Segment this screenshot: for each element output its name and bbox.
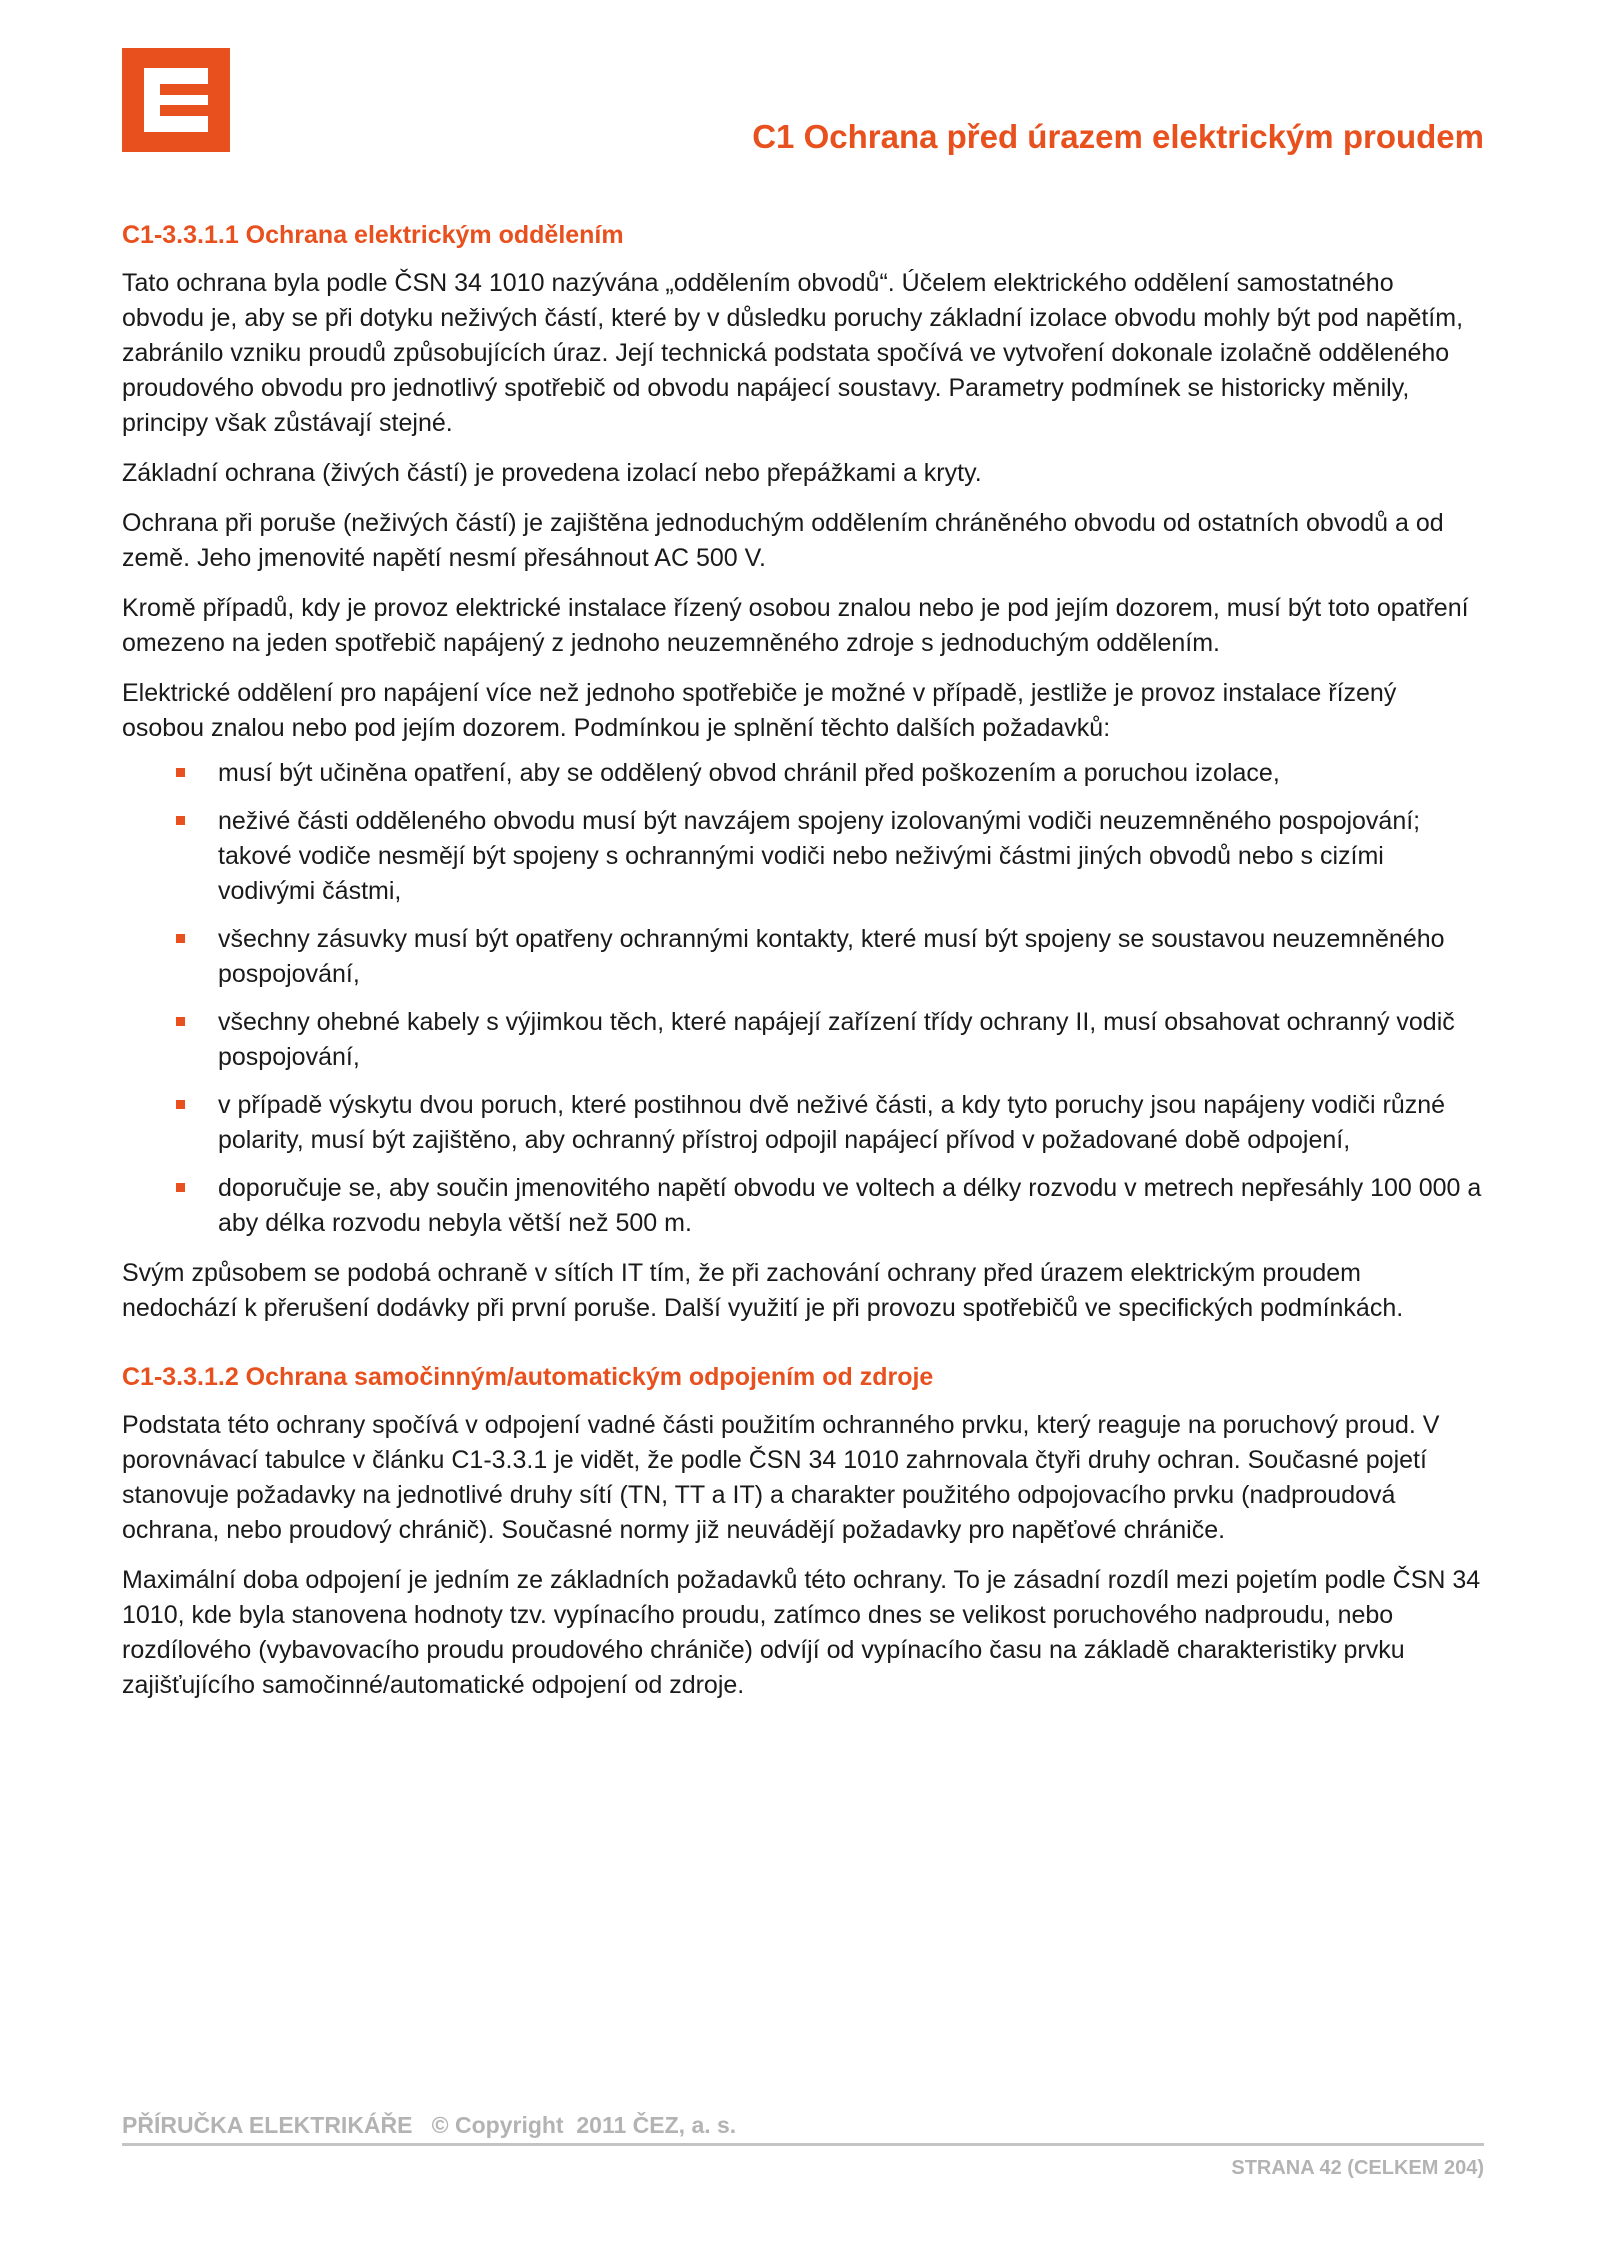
document-title: C1 Ochrana před úrazem elektrickým proudem <box>752 118 1484 155</box>
footer-divider <box>122 2143 1484 2146</box>
list-item: všechny ohebné kabely s výjimkou těch, které napájejí zařízení třídy ochrany II, musí obsahovat ochranný vodič pospojování, <box>122 1005 1482 1075</box>
bullet-square-icon <box>176 1017 185 1026</box>
bullet-square-icon <box>176 1100 185 1109</box>
page-content <box>122 218 1482 1718</box>
paragraph: Základní ochrana (živých částí) je provedena izolací nebo přepážkami a kryty. <box>122 459 982 487</box>
bullet-square-icon <box>176 768 185 777</box>
paragraph: Maximální doba odpojení je jedním ze základních požadavků této ochrany. To je zásadní rozdíl mezi pojetím podle ČSN 34 1010, kde byla stanovena hodnoty tzv. vypínacího proudu, zatímco dnes se velikost poruchového nadproudu, nebo rozdílového (vybavovacího proudu proudového chrániče) odvíjí od vypínacího času na základě charakteristiky prvku zajišťujícího samočinné/automatické odpojení od zdroje. <box>122 1566 1481 1699</box>
bullet-square-icon <box>176 816 185 825</box>
list-item: neživé části odděleného obvodu musí být navzájem spojeny izolovanými vodiči neuzemněného pospojování; takové vodiče nesmějí být spojeny s ochrannými vodiči nebo neživými částmi jiných obvodů nebo s cizími vodivými částmi, <box>122 804 1482 909</box>
paragraph: Kromě případů, kdy je provoz elektrické instalace řízený osobou znalou nebo je pod jejím dozorem, musí být toto opatření omezeno na jeden spotřebič napájený z jednoho neuzemněného zdroje s jednoduchým oddělením. <box>122 594 1469 657</box>
paragraph: Tato ochrana byla podle ČSN 34 1010 nazývána „oddělením obvodů“. Účelem elektrického oddělení samostatného obvodu je, aby se při dotyku neživých částí, které by v důsledku poruchy základní izolace obvodu mohly být pod napětím, zabránilo vzniku proudů způsobujících úraz. Její technická podstata spočívá ve vytvoření dokonale izolačně odděleného proudového obvodu pro jednotlivý spotřebič od obvodu napájecí soustavy. Parametry podmínek se historicky měnily, principy však zůstávají stejné. <box>122 269 1464 437</box>
paragraph: Podstata této ochrany spočívá v odpojení vadné části použitím ochranného prvku, který reaguje na poruchový proud. V porovnávací tabulce v článku C1-3.3.1 je vidět, že podle ČSN 34 1010 zahrnovala čtyři druhy ochran. Současné pojetí stanovuje požadavky na jednotlivé druhy sítí (TN, TT a IT) a charakter použitého odpojovacího prvku (nadproudová ochrana, nebo proudový chránič). Současné normy již neuvádějí požadavky pro napěťové chrániče. <box>122 1411 1440 1544</box>
requirements-list <box>122 756 1482 1241</box>
section-heading-1: C1-3.3.1.1 Ochrana elektrickým oddělením <box>122 221 624 249</box>
bullet-square-icon <box>176 1183 185 1192</box>
page-number: STRANA 42 (CELKEM 204) <box>1231 2157 1484 2179</box>
paragraph: Svým způsobem se podobá ochraně v sítích IT tím, že při zachování ochrany před úrazem elektrickým proudem nedochází k přerušení dodávky při první poruše. Další využití je při provozu spotřebičů ve specifických podmínkách. <box>122 1259 1404 1322</box>
list-item: všechny zásuvky musí být opatřeny ochrannými kontakty, které musí být spojeny se soustavou neuzemněného pospojování, <box>122 922 1482 992</box>
list-item: v případě výskytu dvou poruch, které postihnou dvě neživé části, a kdy tyto poruchy jsou napájeny vodiči různé polarity, musí být zajištěno, aby ochranný přístroj odpojil napájecí přívod v požadované době odpojení, <box>122 1088 1482 1158</box>
list-item: doporučuje se, aby součin jmenovitého napětí obvodu ve voltech a délky rozvodu v metrech nepřesáhly 100 000 a aby délka rozvodu nebyla větší než 500 m. <box>122 1171 1482 1241</box>
footer-copyright: PŘÍRUČKA ELEKTRIKÁŘE © Copyright 2011 ČEZ, a. s. <box>122 2112 737 2138</box>
section-heading-2: C1-3.3.1.2 Ochrana samočinným/automatickým odpojením od zdroje <box>122 1363 934 1391</box>
cez-logo-icon <box>122 48 230 152</box>
paragraph: Elektrické oddělení pro napájení více než jednoho spotřebiče je možné v případě, jestliže je provoz instalace řízený osobou znalou nebo pod jejím dozorem. Podmínkou je splnění těchto dalších požadavků: <box>122 679 1397 742</box>
list-item: musí být učiněna opatření, aby se oddělený obvod chránil před poškozením a poruchou izolace, <box>122 756 1482 791</box>
paragraph: Ochrana při poruše (neživých částí) je zajištěna jednoduchým oddělením chráněného obvodu od ostatních obvodů a od země. Jeho jmenovité napětí nesmí přesáhnout AC 500 V. <box>122 509 1444 572</box>
bullet-square-icon <box>176 934 185 943</box>
